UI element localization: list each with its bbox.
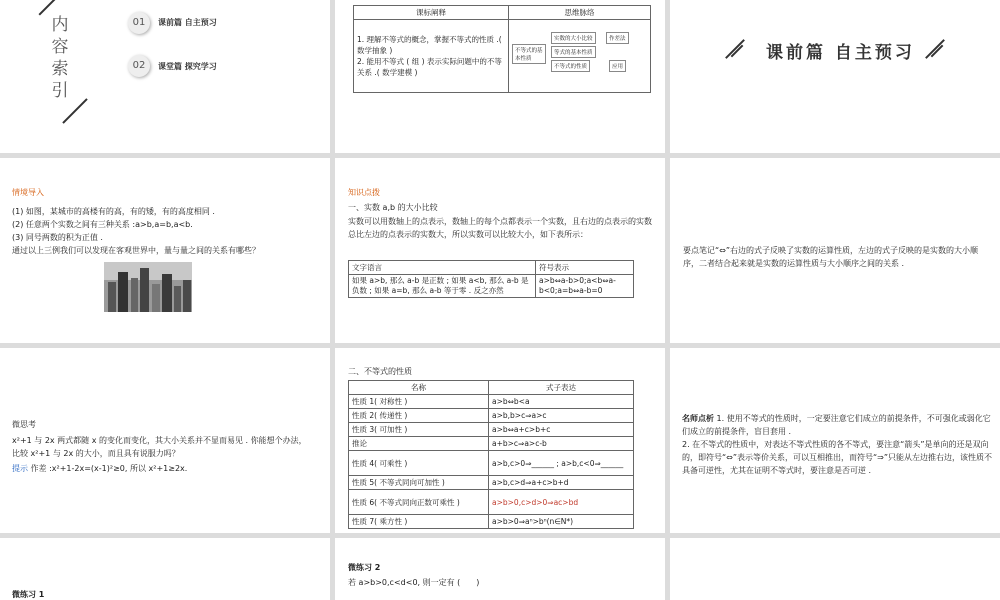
exercise-question: 若 a>b>0,c<d<0, 则一定有 ( ): [348, 578, 480, 587]
contents-title: 内 容 索 引: [51, 15, 69, 101]
slide-micro-thinking[interactable]: [0, 348, 330, 533]
col-header: 符号表示: [536, 261, 634, 275]
col-header: 课标阐释: [354, 6, 509, 20]
table-row: 性质 7( 乘方性 ) a>b>0⇒aⁿ>bⁿ(n∈N*): [349, 515, 634, 529]
scenario-line: (2) 任意两个实数之间有三种关系 :a>b,a=b,a<b.: [12, 220, 193, 229]
slide-teacher-notes[interactable]: [670, 348, 1000, 533]
mm-node: 作差法: [606, 32, 629, 44]
hint-text: 作差 :x²+1-2x=(x-1)²≥0, 所以 x²+1≥2x.: [30, 464, 188, 473]
notes-heading: 名师点析: [682, 414, 714, 423]
comparison-table: [348, 260, 634, 298]
decor-line: [725, 39, 745, 59]
contents-item-link[interactable]: 课前篇 自主预习: [158, 18, 217, 27]
exercise-heading: 微练习 1: [12, 590, 45, 599]
paragraph: 实数可以用数轴上的点表示，数轴上的每个点都表示一个实数，且右边的点表示的实数总比左边的点表示的实数大，所以实数可以比较大小，如下表所示：: [348, 217, 652, 239]
slide-blank[interactable]: [670, 538, 1000, 600]
city-skyline-image: [104, 262, 192, 312]
mm-root: 不等式的基本性质: [512, 44, 546, 64]
note-point: 2. 在不等式的性质中，对表达不等式性质的各不等式，要注意“箭头”是单向的还是双向的，即符号“⇔”表示等价关系，可以互相推出，而符号“⇒”只能从左边推右边，该性质不具备可逆性，尤其在证明不等式时，要注意是否可逆 .: [682, 440, 992, 475]
slide-exercise-2[interactable]: [335, 538, 665, 600]
mm-node: 等式的基本性质: [551, 46, 596, 58]
item-number: 01: [128, 12, 150, 34]
table-row: 性质 3( 可加性 ) a>b⇔a+c>b+c: [349, 423, 634, 437]
objective-2: 2. 能用不等式 ( 组 ) 表示实际问题中的不等关系 .( 数学建模 ): [357, 57, 502, 77]
col-header: 思维脉络: [509, 6, 651, 20]
mind-map: [509, 20, 651, 93]
contents-item-link[interactable]: 课堂篇 探究学习: [158, 62, 217, 71]
knowledge-heading: 知识点拨: [348, 188, 380, 197]
slide-properties[interactable]: [335, 348, 665, 533]
table-row: 性质 6( 不等式同向正数可乘性 ) a>b>0,c>d>0⇒ac>bd: [349, 490, 634, 515]
table-row: 性质 1( 对称性 ) a>b⇔b<a: [349, 395, 634, 409]
hint-label: 提示: [12, 464, 28, 473]
decor-line: [925, 39, 945, 59]
scenario-line: 通过以上三例我们可以发现在客观世界中，量与量之间的关系有哪些？: [12, 246, 260, 255]
table-row: 性质 2( 传递性 ) a>b,b>c⇒a>c: [349, 409, 634, 423]
objectives-table: [353, 5, 651, 93]
slide-knowledge[interactable]: [335, 158, 665, 343]
table-cell: a>b⇔a-b>0;a<b⇔a-b<0;a=b⇔a-b=0: [536, 275, 634, 298]
col-header: 名称: [349, 381, 489, 395]
mm-node: 实数的大小比较: [551, 32, 596, 44]
slide-scenario[interactable]: [0, 158, 330, 343]
section-title: 课前篇 自主预习: [766, 43, 915, 63]
item-number: 02: [128, 55, 150, 77]
micro-thinking-heading: 微思考: [12, 420, 36, 429]
table-row: 推论 a+b>c⇒a>c-b: [349, 437, 634, 451]
slide-key-note[interactable]: [670, 158, 1000, 343]
slide-exercise-1[interactable]: [0, 538, 330, 600]
properties-table: [348, 380, 634, 529]
col-header: 式子表达: [489, 381, 634, 395]
scenario-heading: 情境导入: [12, 188, 44, 197]
subsection-title: 一、实数 a,b 的大小比较: [348, 203, 438, 212]
scenario-line: (3) 同号两数的积为正值 .: [12, 233, 103, 242]
decor-line: [62, 98, 87, 123]
objective-1: 1. 理解不等式的概念，掌握不等式的性质 .( 数学抽象 ): [357, 35, 502, 55]
subsection-title: 二、不等式的性质: [348, 367, 412, 376]
table-cell: 如果 a>b, 那么 a-b 是正数 ; 如果 a<b, 那么 a-b 是负数 ; 如果 a=b, 那么 a-b 等于零 . 反之亦然: [349, 275, 536, 298]
exercise-heading: 微练习 2: [348, 563, 381, 572]
note-point: 1. 使用不等式的性质时，一定要注意它们成立的前提条件，不可强化或弱化它们成立的前提条件，盲目套用 .: [682, 414, 991, 436]
table-row: 性质 4( 可乘性 ) a>b,c>0⇒______ ; a>b,c<0⇒______: [349, 451, 634, 476]
question-text: x²+1 与 2x 两式都随 x 的变化而变化，其大小关系并不显而易见 . 你能想个办法，比较 x²+1 与 2x 的大小，而且具有说服力吗？: [12, 436, 307, 458]
mm-node: 应用: [609, 60, 626, 72]
slide-section-title[interactable]: [670, 0, 1000, 153]
slide-objectives[interactable]: [335, 0, 665, 153]
col-header: 文字语言: [349, 261, 536, 275]
key-note-text: 要点笔记“⇔”右边的式子反映了实数的运算性质，左边的式子反映的是实数的大小顺序，二者结合起来就是实数的运算性质与大小顺序之间的关系 .: [683, 246, 978, 268]
slide-contents[interactable]: [0, 0, 330, 153]
table-row: 性质 5( 不等式同向可加性 ) a>b,c>d⇒a+c>b+d: [349, 476, 634, 490]
mm-node: 不等式的性质: [551, 60, 590, 72]
scenario-line: (1) 如图，某城市的高楼有的高，有的矮，有的高度相同 .: [12, 207, 215, 216]
